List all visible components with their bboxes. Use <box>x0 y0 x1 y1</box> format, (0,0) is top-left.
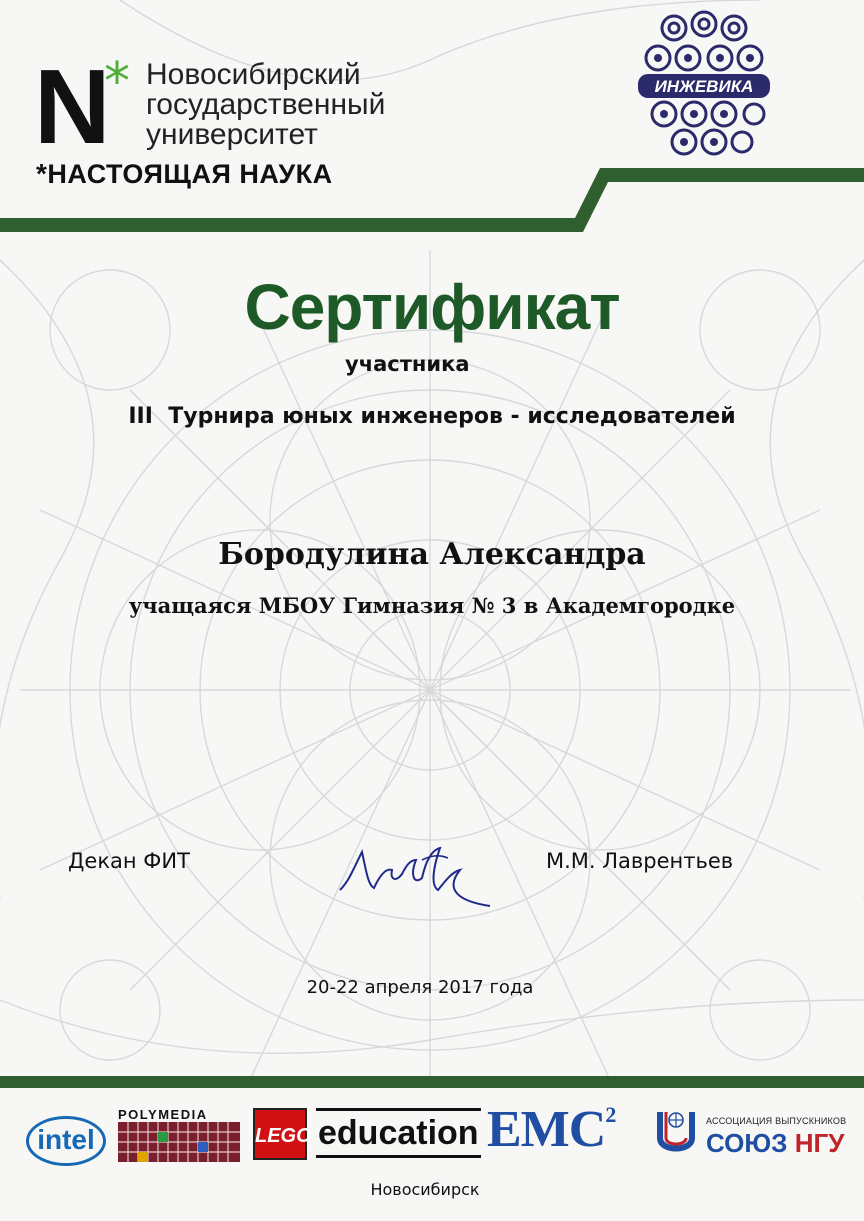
handwritten-signature <box>330 830 500 915</box>
alumni-union-logo-icon <box>654 1108 698 1158</box>
university-name-line-3: университет <box>146 118 318 151</box>
union-ngu: НГУ <box>794 1128 845 1158</box>
emc-text: EMC <box>487 1101 606 1158</box>
inzhevika-emblem <box>634 10 774 160</box>
intel-logo: intel <box>26 1116 106 1166</box>
signatory-name: М.М. Лаврентьев <box>546 849 734 873</box>
university-name <box>146 60 385 150</box>
emc-logo <box>487 1100 615 1159</box>
certificate-title: Сертификат <box>244 271 620 343</box>
polymedia-logo-grid <box>118 1122 240 1162</box>
alumni-union-name <box>706 1128 844 1159</box>
alumni-union-caption: АССОЦИАЦИЯ ВЫПУСКНИКОВ <box>706 1116 847 1126</box>
city-name: Новосибирск <box>370 1180 480 1199</box>
emc-superscript: 2 <box>605 1102 616 1127</box>
recipient-name: Бородулина Александра <box>218 537 646 572</box>
university-slogan <box>36 158 333 190</box>
nsu-logo-star: * <box>104 52 130 112</box>
lego-logo: LEGO <box>253 1108 307 1160</box>
recipient-school: учащаяся МБОУ Гимназия № 3 в Академгородке <box>128 593 736 618</box>
emblem-label: ИНЖЕВИКА <box>654 77 754 96</box>
union-soyuz: СОЮЗ <box>706 1128 788 1158</box>
university-name-line-2: государственный <box>146 88 386 121</box>
signatory-title: Декан ФИТ <box>68 849 190 873</box>
nsu-logo-letter: N <box>34 48 107 166</box>
slogan-text: НАСТОЯЩАЯ НАУКА <box>47 159 333 189</box>
university-name-line-1: Новосибирский <box>146 58 361 91</box>
lego-education-label: education <box>316 1108 481 1158</box>
polymedia-label: POLYMEDIA <box>118 1107 208 1122</box>
event-name: III Турнира юных инженеров - исследователей <box>128 404 736 429</box>
event-date: 20-22 апреля 2017 года <box>306 977 534 998</box>
bottom-green-band <box>0 1076 864 1088</box>
subtitle-text: участника <box>345 352 470 376</box>
slogan-star: * <box>36 158 48 189</box>
